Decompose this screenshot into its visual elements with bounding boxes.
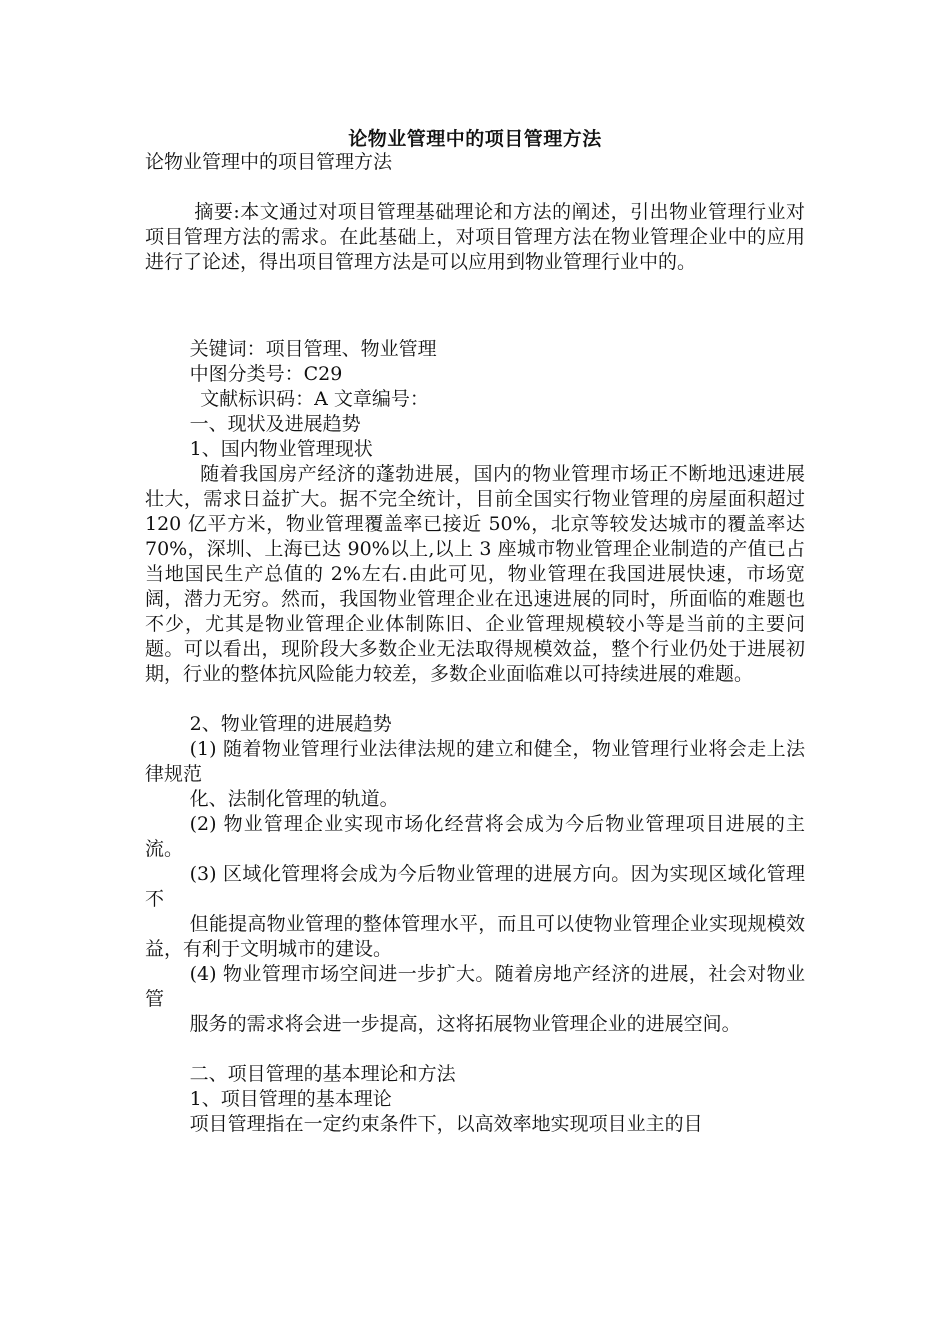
trend-item-2: (2) 物业管理企业实现市场化经营将会成为今后物业管理项目进展的主流。 <box>145 813 805 860</box>
trend-item-1-continued: 化、法制化管理的轨道。 <box>189 788 399 810</box>
trend-item-3-continued: 但能提高物业管理的整体管理水平，而且可以使物业管理企业实现规模效益，有利于文明城市的建设。 <box>145 913 805 960</box>
section-1-heading: 一、现状及进展趋势 <box>189 413 361 435</box>
trend-item-1: (1) 随着物业管理行业法律法规的建立和健全，物业管理行业将会走上法律规范 <box>145 738 805 785</box>
trend-item-4: (4) 物业管理市场空间进一步扩大。随着房地产经济的进展，社会对物业管 <box>145 963 805 1010</box>
document-title: 论物业管理中的项目管理方法 <box>348 128 602 150</box>
keywords-line: 关键词：项目管理、物业管理 <box>189 338 437 360</box>
doc-id-line: 文献标识码：A 文章编号： <box>200 388 429 410</box>
classification-line: 中图分类号：C29 <box>189 363 343 385</box>
document-body <box>145 150 805 1137</box>
section-1-1-heading: 1、国内物业管理现状 <box>189 438 373 460</box>
section-2-1-body: 项目管理指在一定约束条件下，以高效率地实现项目业主的目 <box>189 1113 703 1135</box>
section-2-1-heading: 1、项目管理的基本理论 <box>189 1088 392 1110</box>
section-1-1-body: 随着我国房产经济的蓬勃进展，国内的物业管理市场正不断地迅速进展壮大，需求日益扩大。据不完全统计，目前全国实行物业管理的房屋面积超过 120 亿平方米，物业管理覆盖率已接近 50%，北京等较发达城市的覆盖率达 70%，深圳、上海已达 90%以上,以上 3 座城市物业管理企业制造的产值已占当地国民生产总值的 2%左右.由此可见，物业管理在我国进展快速，市场宽阔，潜力无穷。然而，我国物业管理企业在迅速进展的同时，所面临的难题也不少，尤其是物业管理企业体制陈旧、企业管理规模较小等是当前的主要问题。可以看出，现阶段大多数企业无法取得规模效益，整个行业仍处于进展初期，行业的整体抗风险能力较差，多数企业面临难以可持续进展的难题。 <box>145 463 805 685</box>
trend-item-3: (3) 区域化管理将会成为今后物业管理的进展方向。因为实现区域化管理不 <box>145 863 805 910</box>
section-1-2-heading: 2、物业管理的进展趋势 <box>189 713 392 735</box>
document-subtitle: 论物业管理中的项目管理方法 <box>145 151 393 173</box>
section-2-heading: 二、项目管理的基本理论和方法 <box>189 1063 456 1085</box>
trend-item-4-continued: 服务的需求将会进一步提高，这将拓展物业管理企业的进展空间。 <box>189 1013 741 1035</box>
abstract-paragraph: 摘要:本文通过对项目管理基础理论和方法的阐述，引出物业管理行业对项目管理方法的需求。在此基础上，对项目管理方法在物业管理企业中的应用进行了论述，得出项目管理方法是可以应用到物业管理行业中的。 <box>145 201 805 273</box>
